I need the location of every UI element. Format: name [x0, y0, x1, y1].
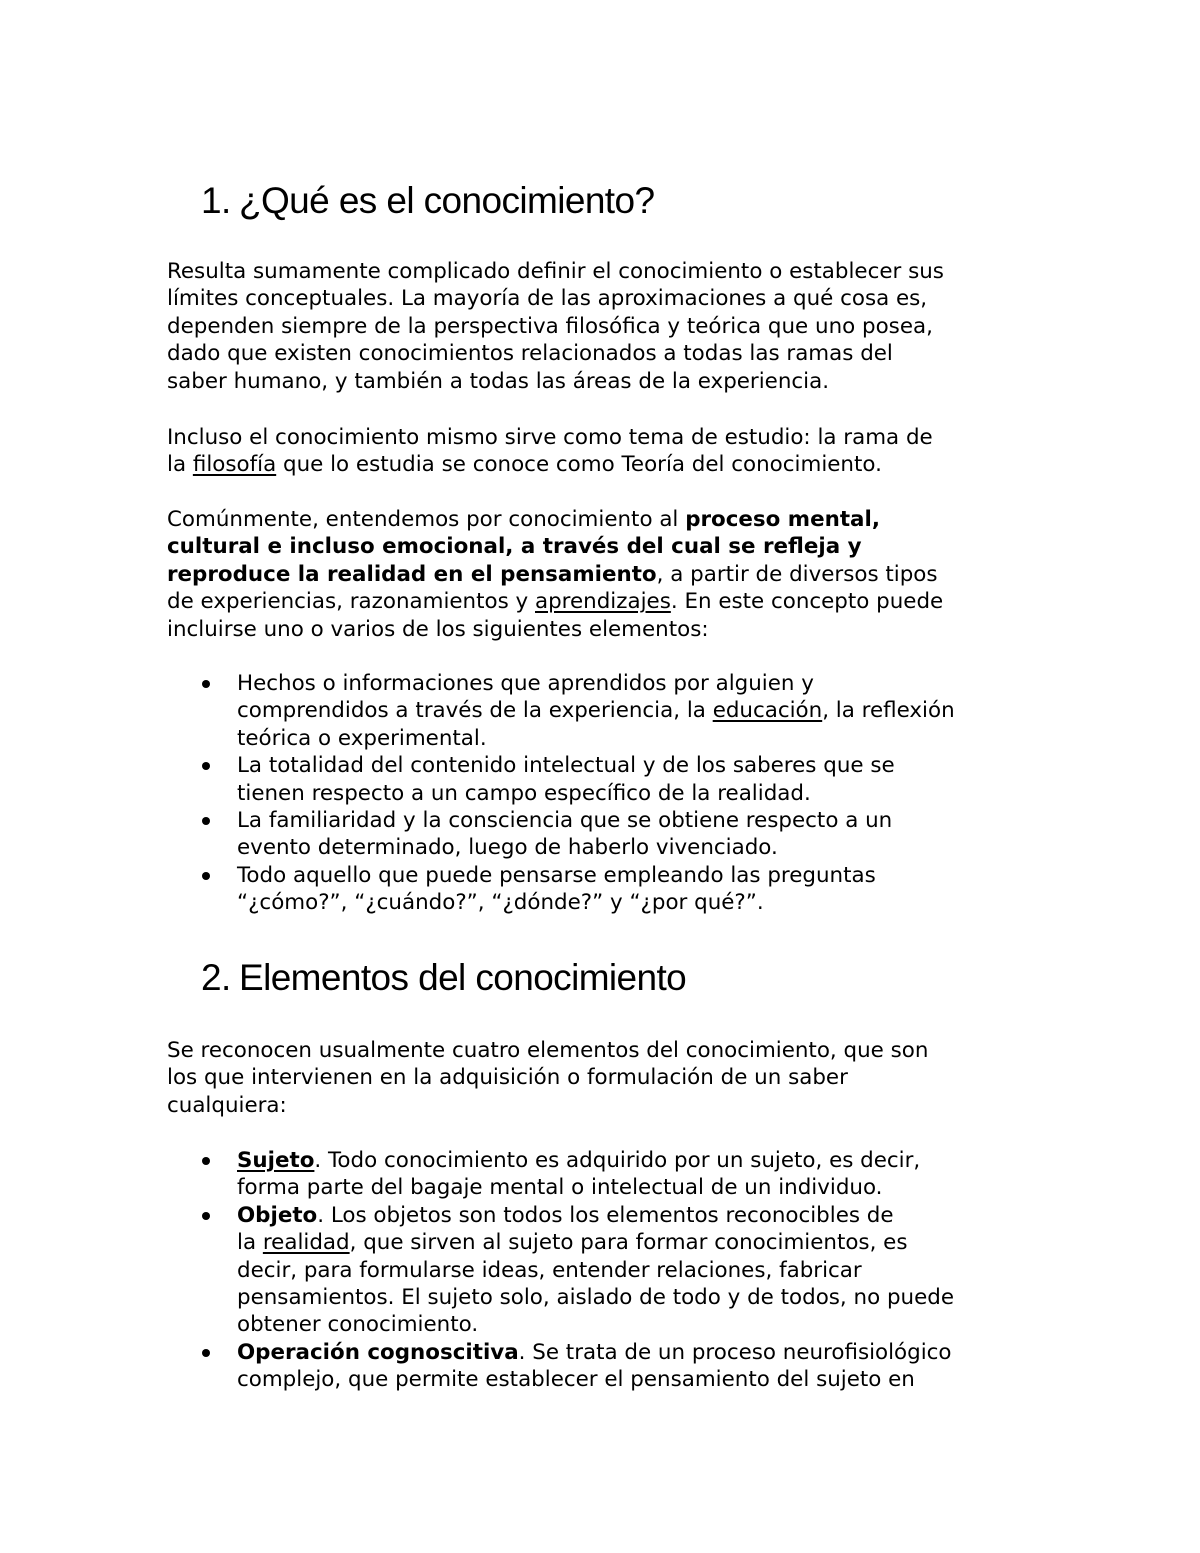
paragraph-line [167, 588, 1067, 615]
paragraph-line [167, 506, 1067, 533]
list-item-line: teórica o experimental. [237, 725, 487, 751]
list-item-line: decir, para formularse ideas, entender relaciones, fabricar [237, 1257, 862, 1283]
bold-text: reproduce la realidad en el pensamiento [167, 561, 657, 587]
list-item-line: forma parte del bagaje mental o intelectual de un individuo. [237, 1175, 883, 1201]
list-item [200, 862, 1080, 917]
paragraph-4 [167, 1037, 1067, 1119]
link-sujeto[interactable]: Sujeto [237, 1148, 315, 1173]
bullet-icon [202, 680, 210, 688]
text-run: que lo estudia se conoce como Teoría del conocimiento. [276, 452, 882, 478]
heading-title: Elementos del conocimiento [239, 957, 687, 998]
bullet-icon [202, 762, 210, 770]
list-item-line: pensamientos. El sujeto solo, aislado de todo y de todos, no puede [237, 1285, 955, 1311]
paragraph-line: incluirse uno o varios de los siguientes elementos: [167, 616, 709, 642]
bullet-list-1 [200, 670, 1080, 917]
paragraph-line: Resulta sumamente complicado definir el conocimiento o establecer sus [167, 259, 944, 284]
paragraph-3 [167, 506, 1067, 643]
text-run: , que sirven al sujeto para formar conocimientos, es [349, 1230, 908, 1256]
list-item [200, 1147, 1080, 1202]
section-heading-2 [201, 958, 686, 998]
list-item [200, 1339, 1080, 1394]
paragraph-line [167, 561, 1067, 588]
paragraph-line: límites conceptuales. La mayoría de las aproximaciones a qué cosa es, [167, 286, 928, 312]
link-aprendizajes[interactable]: aprendizajes [535, 589, 671, 615]
paragraph-line: cualquiera: [167, 1092, 287, 1118]
text-run: la [167, 452, 193, 478]
list-item [200, 807, 1080, 862]
text-run: de experiencias, razonamientos y [167, 589, 535, 615]
list-item [200, 1202, 1080, 1339]
list-item [200, 670, 1080, 752]
text-run: , la reflexión [822, 698, 955, 724]
bold-text: cultural e incluso emocional, a través del cual se refleja y [167, 534, 862, 560]
list-item-line [237, 697, 1080, 724]
list-item-line: obtener conocimiento. [237, 1312, 479, 1338]
heading-number: 1. [201, 180, 231, 221]
list-item-line: La familiaridad y la consciencia que se obtiene respecto a un [237, 808, 893, 834]
heading-number: 2. [201, 957, 231, 998]
text-run: comprendidos a través de la experiencia, la [237, 698, 713, 724]
link-filosofia[interactable]: filosofía [192, 452, 277, 478]
list-item-line [237, 1339, 1080, 1366]
section-heading-1 [201, 181, 654, 221]
list-item-line: Todo aquello que puede pensarse empleando las preguntas [237, 862, 876, 888]
bullet-icon [202, 1212, 210, 1220]
paragraph-2 [167, 424, 1067, 479]
bullet-icon [202, 872, 210, 880]
link-educacion[interactable]: educación [712, 698, 823, 724]
text-run: . Se trata de un proceso neurofisiológico [518, 1339, 952, 1365]
bold-text: Operación cognoscitiva [237, 1339, 519, 1365]
link-realidad[interactable]: realidad [262, 1230, 350, 1256]
bullet-icon [202, 1349, 210, 1357]
list-item-line [237, 1229, 1080, 1256]
bullet-icon [202, 817, 210, 825]
paragraph-line: los que intervienen en la adquisición o formulación de un saber [167, 1065, 848, 1091]
list-item-line: evento determinado, luego de haberlo vivenciado. [237, 835, 778, 861]
text-run: Comúnmente, entendemos por conocimiento al [167, 507, 686, 532]
list-item-line: La totalidad del contenido intelectual y de los saberes que se [237, 753, 895, 779]
paragraph-line: dado que existen conocimientos relacionados a todas las ramas del [167, 341, 893, 367]
paragraph-line [167, 451, 1067, 478]
list-item-line [237, 1147, 1080, 1174]
list-item [200, 752, 1080, 807]
text-run: , a partir de diversos tipos [656, 561, 938, 587]
paragraph-line: saber humano, y también a todas las áreas de la experiencia. [167, 368, 830, 394]
text-run: . Todo conocimiento es adquirido por un sujeto, es decir, [314, 1148, 921, 1173]
bullet-icon [202, 1157, 210, 1165]
list-item-line: tienen respecto a un campo específico de la realidad. [237, 780, 811, 806]
text-run: . Los objetos son todos los elementos reconocibles de [317, 1202, 894, 1228]
text-run: la [237, 1230, 263, 1256]
bold-text: proceso mental, [685, 507, 880, 532]
bold-text: Objeto [237, 1202, 318, 1228]
list-item-line: complejo, que permite establecer el pensamiento del sujeto en [237, 1367, 915, 1393]
paragraph-1 [167, 258, 1067, 395]
list-item-line [237, 1202, 1080, 1229]
bullet-list-2 [200, 1147, 1080, 1394]
list-item-line: “¿cómo?”, “¿cuándo?”, “¿dónde?” y “¿por qué?”. [237, 890, 764, 916]
paragraph-line: dependen siempre de la perspectiva filosófica y teórica que uno posea, [167, 313, 933, 339]
text-run: . En este concepto puede [670, 589, 944, 615]
paragraph-line: Se reconocen usualmente cuatro elementos del conocimiento, que son [167, 1038, 929, 1063]
heading-title: ¿Qué es el conocimiento? [239, 180, 655, 221]
paragraph-line: Incluso el conocimiento mismo sirve como tema de estudio: la rama de [167, 425, 933, 450]
list-item-line: Hechos o informaciones que aprendidos por alguien y [237, 671, 814, 696]
